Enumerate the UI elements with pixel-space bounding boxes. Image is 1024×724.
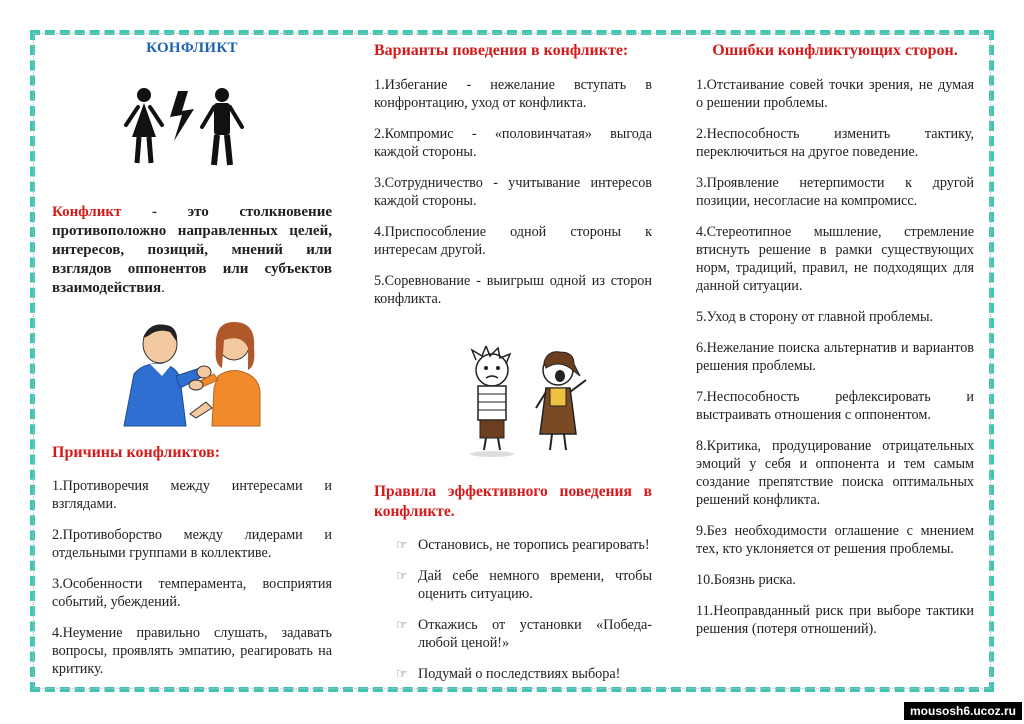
list-item: ☞ Остановись, не торопись реагировать! bbox=[396, 537, 650, 553]
conflict-pictogram bbox=[122, 87, 332, 167]
variants-title: Варианты поведения в конфликте: bbox=[374, 42, 629, 59]
list-item: 7.Неспособность рефлексировать и выстраивать отношения с оппонентом. bbox=[696, 389, 974, 423]
list-item: 2.Компромис - «половинчатая» выгода каждой стороны. bbox=[374, 126, 652, 160]
definition-term: Конфликт bbox=[52, 204, 122, 220]
list-item: 10.Боязнь риска. bbox=[696, 572, 796, 588]
list-item: 4.Неумение правильно слушать, задавать вопросы, проявлять эмпатию, реагировать на критику. bbox=[52, 625, 332, 677]
site-watermark: mousosh6.ucoz.ru bbox=[904, 702, 1022, 720]
list-item: 2.Противоборство между лидерами и отдельными группами в коллективе. bbox=[52, 527, 332, 561]
list-item: 11.Неоправданный риск при выборе тактики решения (потеря отношений). bbox=[696, 603, 974, 637]
list-item: ☞ Дай себе немного времени, чтобы оценить ситуацию. bbox=[396, 568, 652, 602]
list-item: 5.Уход в сторону от главной проблемы. bbox=[696, 309, 934, 325]
list-item: 5.Соревнование - выигрыш одной из сторон конфликта. bbox=[374, 273, 652, 307]
pointing-hand-icon: ☞ bbox=[396, 537, 408, 552]
list-item: 1.Отстаивание совей точки зрения, не думая о решении проблемы. bbox=[696, 77, 974, 111]
column-errors bbox=[696, 40, 974, 638]
list-item: 1.Противоречия между интересами и взглядами. bbox=[52, 478, 332, 512]
conflict-title: КОНФЛИКТ bbox=[146, 40, 238, 56]
definition-text: - это столкновение противоположно направленных целей, интересов, позиций, мнений или взглядов оппонентов или субъектов взаимодействия bbox=[52, 204, 332, 296]
children-arguing-illustration bbox=[458, 346, 652, 458]
column-behavior bbox=[374, 40, 652, 683]
pointing-hand-icon: ☞ bbox=[396, 666, 408, 681]
causes-list bbox=[52, 477, 332, 678]
list-item: 8.Критика, продуцирование отрицательных эмоций у себя и оппонента и тем самым создание препятствие поиска оптимальных решений конфликта. bbox=[696, 438, 974, 508]
pointing-hand-icon: ☞ bbox=[396, 568, 408, 583]
list-item: 1.Избегание - нежелание вступать в конфронтацию, уход от конфликта. bbox=[374, 77, 652, 111]
rules-title: Правила эффективного поведения в конфликте. bbox=[374, 483, 652, 520]
list-item: 2.Неспособность изменить тактику, переключиться на другое поведение. bbox=[696, 126, 974, 160]
list-item: 4.Приспособление одной стороны к интересам другой. bbox=[374, 224, 652, 258]
pointing-hand-icon: ☞ bbox=[396, 617, 408, 632]
list-item: ☞ Подумай о последствиях выбора! bbox=[396, 666, 621, 682]
errors-list bbox=[696, 76, 974, 638]
arguing-people-illustration bbox=[120, 318, 332, 430]
column-conflict bbox=[52, 40, 332, 678]
errors-title: Ошибки конфликтующих сторон. bbox=[712, 42, 958, 59]
list-item: 4.Стереотипное мышление, стремление втиснуть решение в рамки существующих норм, традиций, правил, не подходящих для данной ситуации. bbox=[696, 224, 974, 294]
list-item: 9.Без необходимости оглашение с мнением тех, кто уклоняется от решения проблемы. bbox=[696, 523, 974, 557]
list-item: ☞ Откажись от установки «Победа-любой ценой!» bbox=[396, 617, 652, 651]
list-item: 3.Сотрудничество - учитывание интересов каждой стороны. bbox=[374, 175, 652, 209]
causes-title: Причины конфликтов: bbox=[52, 444, 221, 461]
conflict-definition: Конфликт - это столкновение противоположно направленных целей, интересов, позиций, мнений или взглядов оппонентов или субъектов взаимодействия. bbox=[52, 204, 332, 296]
variants-list bbox=[374, 76, 652, 308]
list-item: 6.Нежелание поиска альтернатив и вариантов решения проблемы. bbox=[696, 340, 974, 374]
list-item: 3.Особенности темперамента, восприятия событий, убеждений. bbox=[52, 576, 332, 610]
list-item: 3.Проявление нетерпимости к другой позиции, несогласие на компромисс. bbox=[696, 175, 974, 209]
rules-list bbox=[396, 536, 652, 683]
